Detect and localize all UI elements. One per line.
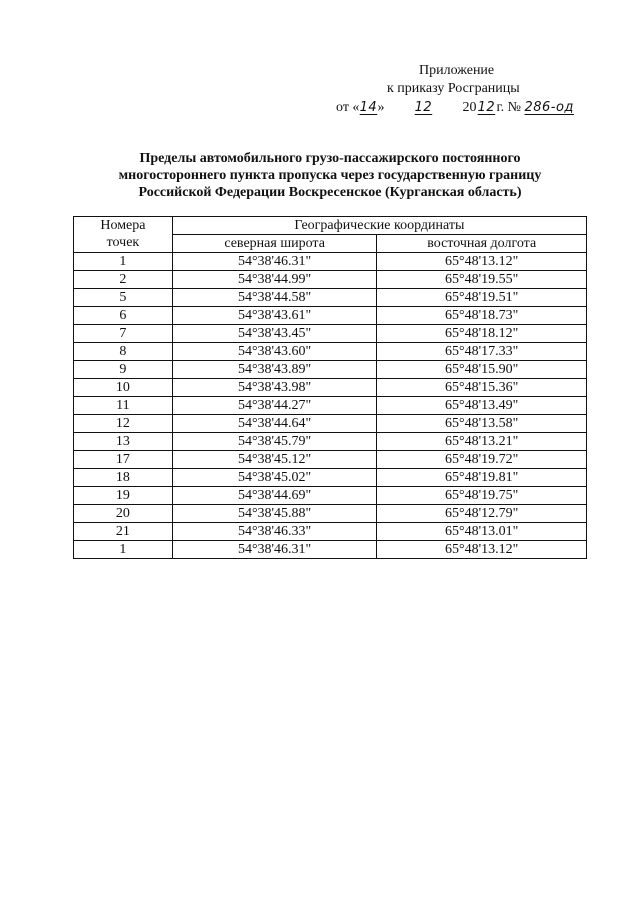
cell-point-number: 19 <box>74 487 173 505</box>
title-line-1: Пределы автомобильного грузо-пассажирского постоянного <box>139 151 521 166</box>
table-row <box>74 343 587 361</box>
date-day-close: » <box>377 100 385 115</box>
table-row <box>74 253 587 271</box>
cell-longitude: 65°48'19.72" <box>377 451 587 469</box>
cell-point-number: 21 <box>74 523 173 541</box>
handwritten-day: 14 <box>359 100 378 115</box>
table-row <box>74 469 587 487</box>
year-suffix: г. № <box>496 100 521 115</box>
cell-longitude: 65°48'19.55" <box>377 271 587 289</box>
cell-latitude: 54°38'43.89" <box>172 361 377 379</box>
cell-latitude: 54°38'43.45" <box>172 325 377 343</box>
appendix-order-reference: к приказу Росграницы <box>387 81 520 96</box>
table-row <box>74 541 587 559</box>
header-point-number-line-2: точек <box>106 235 140 250</box>
cell-latitude: 54°38'44.99" <box>172 271 377 289</box>
cell-point-number: 11 <box>74 397 173 415</box>
cell-latitude: 54°38'44.69" <box>172 487 377 505</box>
cell-longitude: 65°48'15.36" <box>377 379 587 397</box>
title-line-3: Российской Федерации Воскресенское (Курганская область) <box>138 185 522 200</box>
cell-point-number: 1 <box>74 541 173 559</box>
cell-point-number: 20 <box>74 505 173 523</box>
cell-longitude: 65°48'13.12" <box>377 541 587 559</box>
table-row <box>74 505 587 523</box>
header-point-number-line-1: Номера <box>100 218 146 233</box>
title-line-2: многостороннего пункта пропуска через государственную границу <box>118 168 542 183</box>
cell-point-number: 13 <box>74 433 173 451</box>
cell-latitude: 54°38'45.02" <box>172 469 377 487</box>
cell-longitude: 65°48'19.51" <box>377 289 587 307</box>
table-row <box>74 325 587 343</box>
cell-longitude: 65°48'13.01" <box>377 523 587 541</box>
cell-point-number: 6 <box>74 307 173 325</box>
cell-longitude: 65°48'17.33" <box>377 343 587 361</box>
table-row <box>74 289 587 307</box>
cell-latitude: 54°38'46.31" <box>172 253 377 271</box>
cell-latitude: 54°38'43.60" <box>172 343 377 361</box>
cell-latitude: 54°38'44.64" <box>172 415 377 433</box>
cell-point-number: 2 <box>74 271 173 289</box>
table-row <box>74 451 587 469</box>
table-row <box>74 523 587 541</box>
header-east-longitude: восточная долгота <box>377 235 587 253</box>
cell-point-number: 8 <box>74 343 173 361</box>
cell-longitude: 65°48'15.90" <box>377 361 587 379</box>
handwritten-order-number: 286-од <box>524 100 574 115</box>
cell-point-number: 9 <box>74 361 173 379</box>
handwritten-year: 12 <box>477 100 496 115</box>
cell-latitude: 54°38'46.31" <box>172 541 377 559</box>
cell-point-number: 10 <box>74 379 173 397</box>
cell-latitude: 54°38'45.12" <box>172 451 377 469</box>
cell-latitude: 54°38'44.27" <box>172 397 377 415</box>
cell-longitude: 65°48'13.49" <box>377 397 587 415</box>
year-prefix: 20 <box>462 100 477 115</box>
table-row <box>74 307 587 325</box>
table-row <box>74 433 587 451</box>
table-row <box>74 397 587 415</box>
cell-longitude: 65°48'19.81" <box>377 469 587 487</box>
cell-latitude: 54°38'43.98" <box>172 379 377 397</box>
cell-longitude: 65°48'13.58" <box>377 415 587 433</box>
table-row <box>74 271 587 289</box>
header-geographic-coordinates: Географические координаты <box>172 217 586 235</box>
table-row <box>74 487 587 505</box>
header-point-number <box>74 217 173 253</box>
cell-point-number: 12 <box>74 415 173 433</box>
handwritten-month: 12 <box>414 100 433 115</box>
cell-longitude: 65°48'19.75" <box>377 487 587 505</box>
cell-latitude: 54°38'43.61" <box>172 307 377 325</box>
table-row <box>74 361 587 379</box>
cell-longitude: 65°48'13.21" <box>377 433 587 451</box>
cell-latitude: 54°38'44.58" <box>172 289 377 307</box>
cell-longitude: 65°48'18.73" <box>377 307 587 325</box>
appendix-date-number <box>336 99 574 117</box>
cell-point-number: 7 <box>74 325 173 343</box>
cell-point-number: 1 <box>74 253 173 271</box>
date-prefix: от « <box>336 100 360 115</box>
cell-longitude: 65°48'18.12" <box>377 325 587 343</box>
cell-point-number: 5 <box>74 289 173 307</box>
appendix-label: Приложение <box>419 63 495 78</box>
table-row <box>74 415 587 433</box>
cell-latitude: 54°38'45.88" <box>172 505 377 523</box>
cell-longitude: 65°48'13.12" <box>377 253 587 271</box>
table-row <box>74 379 587 397</box>
header-north-latitude: северная широта <box>172 235 377 253</box>
cell-point-number: 18 <box>74 469 173 487</box>
cell-latitude: 54°38'45.79" <box>172 433 377 451</box>
cell-longitude: 65°48'12.79" <box>377 505 587 523</box>
cell-latitude: 54°38'46.33" <box>172 523 377 541</box>
coordinates-table <box>73 216 587 559</box>
cell-point-number: 17 <box>74 451 173 469</box>
document-title <box>60 150 600 201</box>
